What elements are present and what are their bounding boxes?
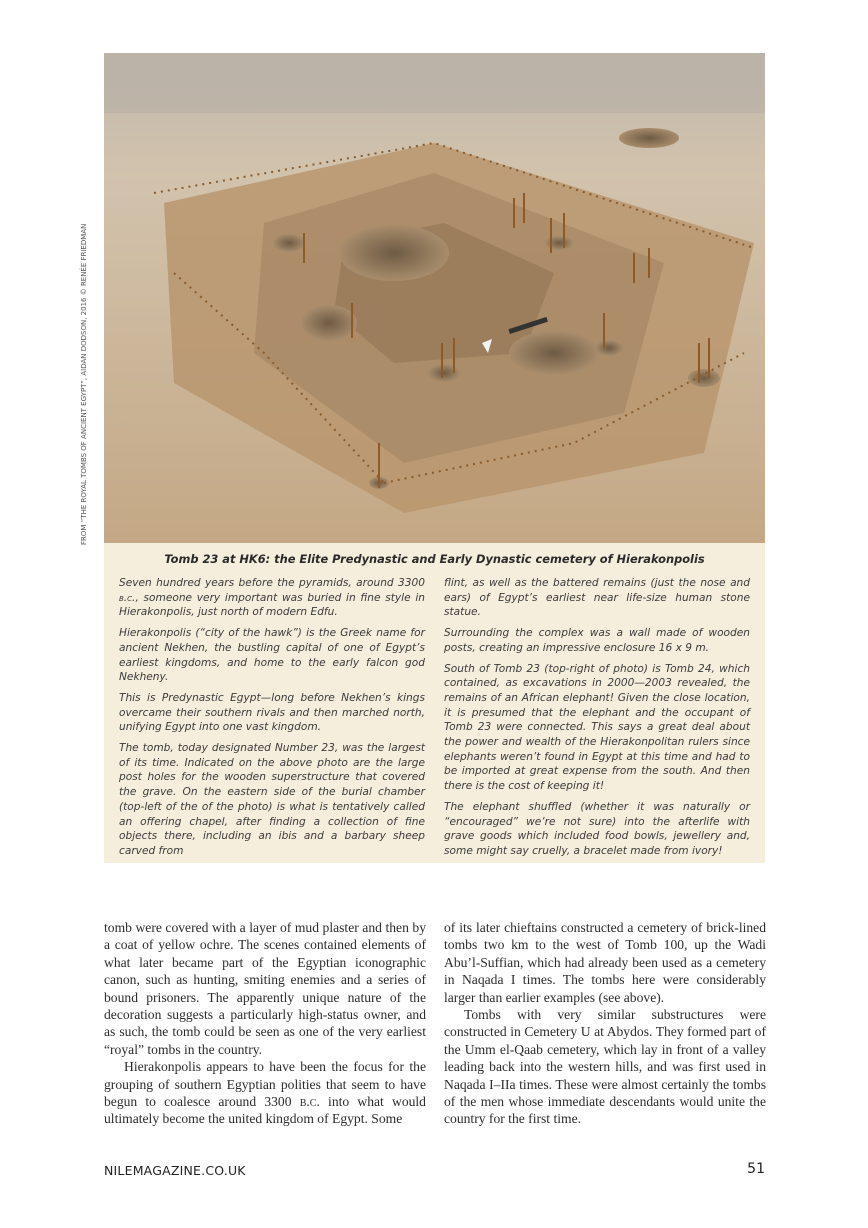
footer-site: NILEMAGAZINE.CO.UK [104, 1163, 246, 1178]
caption-paragraph: The elephant shuffled (whether it was naturally or “encouraged” we’re not sure) into the afterlife with grave goods which included food bowls, jewellery and, some might say cruelly, a bracelet made from ivory! [444, 800, 750, 857]
caption-paragraph: Surrounding the complex was a wall made of wooden posts, creating an impressive enclosure 16 x 9 m. [444, 627, 750, 654]
caption-column-right [444, 576, 750, 865]
photo-credit: FROM “THE ROYAL TOMBS OF ANCIENT EGYPT”, AIDAN DODSON, 2016 © RENÉE FRIEDMAN [80, 223, 88, 545]
body-paragraph: tomb were covered with a layer of mud plaster and then by a coat of yellow ochre. The scenes contained elements of what later became part of the Egyptian iconographic canon, such as hunting, smiting enemies and a series of bound prisoners. The apparently unique nature of the decoration suggests a particularly high-status owner, and as such, the tomb could be seen as one of the very earliest “royal” tombs in the country. [104, 920, 426, 1057]
body-paragraph: of its later chieftains constructed a cemetery of brick-lined tombs two km to the west of Tomb 100, up the Wadi Abu’l-Suffian, which had already been used as a cemetery in Naqada I times. The tombs here were considerably larger than earlier examples (see above). [444, 920, 766, 1005]
page-number: 51 [747, 1161, 765, 1177]
caption-paragraph: The tomb, today designated Number 23, was the largest of its time. Indicated on the above photo are the large post holes for the wooden superstructure that covered the grave. On the eastern side of the burial chamber (top-left of the of the photo) is what is tentatively called an offering chapel, after finding a collection of fine objects there, including an ibis and a barbary sheep carved from [119, 742, 425, 857]
body-paragraph: Hierakonpolis appears to have been the focus for the grouping of southern Egyptian polities that seem to have begun to coalesce around 3300 b.c. into what would ultimately become the united kingdom of Egypt. Some [104, 1059, 426, 1127]
caption-paragraph: South of Tomb 23 (top-right of photo) is Tomb 24, which contained, as excavations in 2000—2003 revealed, the remains of an African elephant! Given the close location, it is presumed that the elephant and the occupant of Tomb 23 were connected. This says a great deal about the power and wealth of the Hierakonpolitan rulers since elephants weren’t found in Egypt at this time and had to be imported at great expense from the south. And then there is the cost of keeping it! [444, 662, 750, 793]
caption-paragraph: This is Predynastic Egypt—long before Nekhen’s kings overcame their southern rivals and then marched north, unifying Egypt into one vast kingdom. [119, 691, 425, 734]
body-paragraph: Tombs with very similar substructures were constructed in Cemetery U at Abydos. They formed part of the Umm el-Qaab cemetery, which lay in front of a valley leading back into the western hills, and was first used in Naqada I–IIa times. These were almost certainly the tombs of the men whose immediate descendants would unite the country for the first time. [444, 1007, 766, 1127]
caption-column-left [119, 576, 425, 865]
caption-paragraph: flint, as well as the battered remains (just the nose and ears) of Egypt’s earliest near life-size human stone statue. [444, 577, 750, 619]
excavation-photo [104, 53, 765, 543]
caption-title: Tomb 23 at HK6: the Elite Predynastic and Early Dynastic cemetery of Hierakonpolis [164, 552, 705, 566]
caption-paragraph: Seven hundred years before the pyramids, around 3300 b.c., someone very important was buried in fine style in Hierakonpolis, just north of modern Edfu. [119, 577, 425, 619]
body-column-right [444, 919, 766, 1128]
caption-box [104, 543, 765, 863]
caption-paragraph: Hierakonpolis (“city of the hawk”) is the Greek name for ancient Nekhen, the bustling capital of one of Egypt’s earliest kingdoms, and home to the early falcon god Nekheny. [119, 627, 425, 684]
body-column-left [104, 919, 426, 1128]
